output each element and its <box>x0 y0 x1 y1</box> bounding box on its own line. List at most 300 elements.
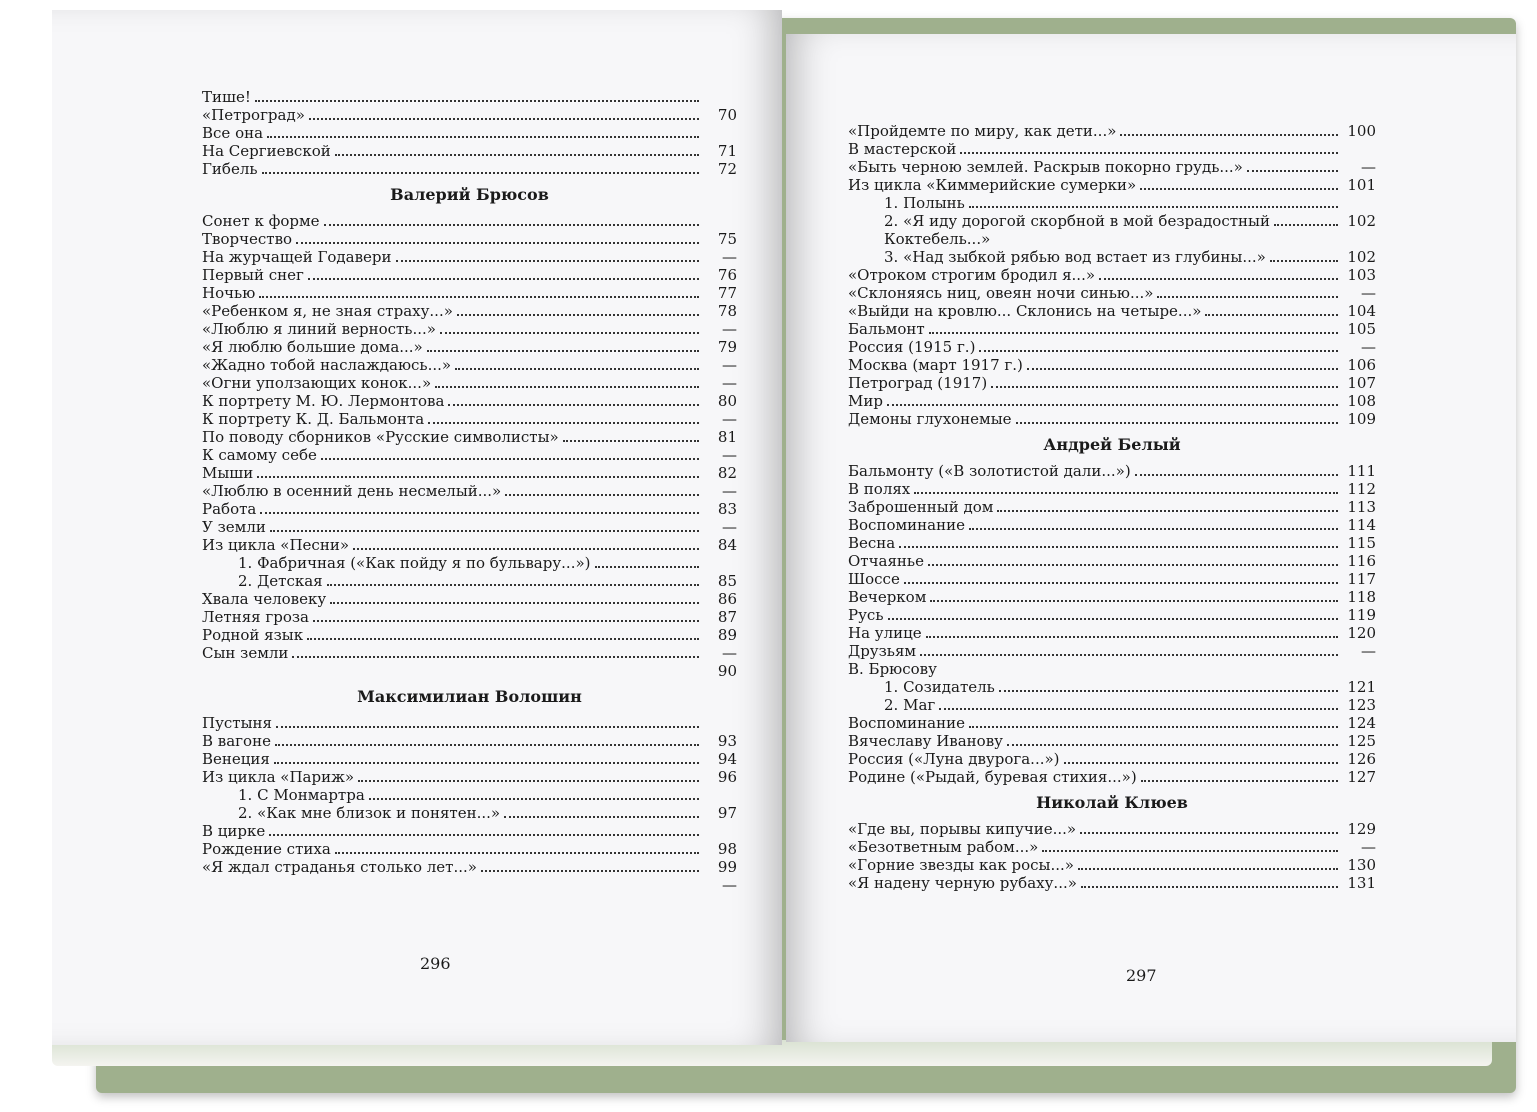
toc-entry-page: 89 <box>717 626 737 644</box>
toc-entry <box>202 536 737 554</box>
dot-leader <box>274 762 699 764</box>
toc-entry <box>202 858 737 876</box>
dot-leader <box>914 492 1338 494</box>
toc-entry <box>848 284 1376 302</box>
toc-entry-title: К портрету К. Д. Бальмонта <box>202 410 425 428</box>
toc-entry <box>202 714 737 732</box>
toc-entry-title: Венеция <box>202 750 270 768</box>
toc-entry <box>848 642 1376 660</box>
dot-leader <box>920 654 1338 656</box>
toc-entry <box>202 428 737 446</box>
dot-leader <box>1007 744 1338 746</box>
toc-entry-title: На журчащей Годавери <box>202 248 392 266</box>
toc-entry <box>202 750 737 768</box>
toc-entry-title: Коктебель...» <box>884 230 991 248</box>
toc-entry-page: — <box>722 410 737 428</box>
toc-entry-title: Все она <box>202 124 264 142</box>
toc-entry-title: «Петроград» <box>202 106 305 124</box>
dot-leader <box>595 566 700 568</box>
dot-leader <box>939 708 1338 710</box>
section-author: Андрей Белый <box>1043 435 1181 454</box>
toc-entry-page: 105 <box>1347 320 1376 338</box>
dot-leader <box>887 404 1338 406</box>
toc-entry-page: 87 <box>717 608 737 626</box>
toc-entry-title: 2. Детская <box>238 572 323 590</box>
dot-leader <box>296 242 699 244</box>
toc-entry-page: 96 <box>717 768 737 786</box>
toc-entry-title: «Люблю я линий верность...» <box>202 320 436 338</box>
dot-leader <box>321 458 699 460</box>
toc-entry <box>202 88 737 106</box>
toc-entry-title: К самому себе <box>202 446 317 464</box>
toc-entry-page: 86 <box>717 590 737 608</box>
toc-entry-title: Пустыня <box>202 714 273 732</box>
toc-entry-title: У земли <box>202 518 266 536</box>
toc-entry-page: 94 <box>717 750 737 768</box>
dot-leader <box>440 332 699 334</box>
toc-entry <box>848 570 1376 588</box>
dot-leader <box>448 404 699 406</box>
dot-leader <box>1042 850 1338 852</box>
toc-entry <box>202 500 737 518</box>
toc-entry-title: Сын земли <box>202 644 289 662</box>
right-toc <box>848 122 1376 892</box>
toc-entry <box>848 874 1376 892</box>
toc-entry <box>202 446 737 464</box>
toc-entry <box>848 714 1376 732</box>
toc-entry-page: — <box>1361 642 1376 660</box>
toc-entry-page: 71 <box>717 142 737 160</box>
toc-entry-page: 127 <box>1347 768 1376 786</box>
toc-entry-title: «Я ждал страданья столько лет...» <box>202 858 477 876</box>
dot-leader <box>1120 134 1338 136</box>
dot-leader <box>262 172 699 174</box>
toc-entry-title: Родине («Рыдай, буревая стихия...») <box>848 768 1137 786</box>
toc-entry-page: — <box>722 876 737 894</box>
page-number-left: 296 <box>420 954 451 973</box>
toc-entry-page: 119 <box>1347 606 1376 624</box>
toc-entry-title: Летняя гроза <box>202 608 309 626</box>
dot-leader <box>324 224 699 226</box>
toc-entry <box>848 140 1376 158</box>
toc-entry <box>848 122 1376 140</box>
toc-entry <box>848 534 1376 552</box>
toc-entry-page: 115 <box>1347 534 1376 552</box>
toc-entry-page: — <box>1361 338 1376 356</box>
toc-entry-page: 81 <box>717 428 737 446</box>
toc-entry-title: К портрету М. Ю. Лермонтова <box>202 392 445 410</box>
toc-entry <box>848 194 1376 212</box>
toc-entry <box>848 374 1376 392</box>
dot-leader <box>969 528 1338 530</box>
toc-entry-page: — <box>722 482 737 500</box>
dot-leader <box>1027 368 1338 370</box>
section-author: Николай Клюев <box>1036 793 1188 812</box>
dot-leader <box>997 510 1338 512</box>
dot-leader <box>275 744 699 746</box>
dot-leader <box>428 422 699 424</box>
toc-entry-title: Ночью <box>202 284 256 302</box>
toc-entry-title: «Безответным рабом...» <box>848 838 1039 856</box>
dot-leader <box>257 476 699 478</box>
toc-entry-title: Отчаянье <box>848 552 924 570</box>
toc-entry-title: Россия («Луна двурога...») <box>848 750 1060 768</box>
toc-entry-page: 117 <box>1347 570 1376 588</box>
toc-entry <box>848 660 1376 678</box>
toc-entry <box>202 608 737 626</box>
toc-entry <box>202 482 737 500</box>
toc-entry-title: «Горние звезды как росы...» <box>848 856 1074 874</box>
dot-leader <box>979 350 1338 352</box>
toc-entry-title: В цирке <box>202 822 266 840</box>
toc-entry-page: 107 <box>1347 374 1376 392</box>
toc-entry-title: Гибель <box>202 160 258 178</box>
dot-leader <box>1157 296 1338 298</box>
toc-entry-title: «Люблю в осенний день несмелый...» <box>202 482 502 500</box>
toc-entry-page: — <box>722 320 737 338</box>
toc-entry <box>848 212 1376 230</box>
toc-entry-page: — <box>1361 284 1376 302</box>
section-author: Валерий Брюсов <box>390 185 549 204</box>
toc-entry-title: Воспоминание <box>848 516 965 534</box>
toc-entry-page: 100 <box>1347 122 1376 140</box>
dot-leader <box>929 332 1338 334</box>
toc-entry-page: 72 <box>717 160 737 178</box>
toc-entry <box>848 462 1376 480</box>
toc-entry-title: «Огни уползающих конок...» <box>202 374 432 392</box>
toc-entry <box>202 590 737 608</box>
toc-entry-title: Рождение стиха <box>202 840 331 858</box>
toc-entry-page: — <box>722 446 737 464</box>
dot-leader <box>1016 422 1338 424</box>
dot-leader <box>457 314 699 316</box>
toc-entry-page: 121 <box>1347 678 1376 696</box>
dot-leader <box>1140 188 1338 190</box>
toc-entry <box>202 124 737 142</box>
dot-leader <box>358 780 699 782</box>
toc-entry-page: 111 <box>1347 462 1376 480</box>
dot-leader <box>435 386 699 388</box>
toc-entry <box>848 480 1376 498</box>
toc-entry-page: 79 <box>717 338 737 356</box>
dot-leader <box>1135 474 1338 476</box>
toc-entry-title: «Склоняясь ниц, овеян ночи синью...» <box>848 284 1154 302</box>
toc-entry <box>202 768 737 786</box>
dot-leader <box>960 152 1338 154</box>
toc-entry <box>848 838 1376 856</box>
dot-leader <box>259 296 699 298</box>
toc-entry-title: «Пройдемте по миру, как дети...» <box>848 122 1117 140</box>
toc-entry <box>202 554 737 572</box>
dot-leader <box>353 548 699 550</box>
toc-entry <box>202 374 737 392</box>
dot-leader <box>991 386 1338 388</box>
toc-entry <box>202 212 737 230</box>
toc-entry-page: 130 <box>1347 856 1376 874</box>
toc-entry-page: — <box>722 248 737 266</box>
toc-entry <box>848 230 1376 248</box>
toc-entry-page: — <box>722 356 737 374</box>
toc-entry <box>848 248 1376 266</box>
dot-leader <box>335 852 699 854</box>
toc-entry-title: Первый снег <box>202 266 304 284</box>
toc-entry-title: 1. Полынь <box>884 194 965 212</box>
toc-entry-title: 2. «Я иду дорогой скорбной в мой безрадостный <box>884 212 1270 230</box>
dot-leader <box>276 726 699 728</box>
toc-entry <box>848 624 1376 642</box>
toc-entry <box>848 266 1376 284</box>
toc-entry <box>202 320 737 338</box>
toc-entry-page: 124 <box>1347 714 1376 732</box>
toc-entry-page: 77 <box>717 284 737 302</box>
dot-leader <box>455 368 699 370</box>
dot-leader <box>369 798 699 800</box>
dot-leader <box>309 118 699 120</box>
toc-entry-page: 126 <box>1347 750 1376 768</box>
toc-entry <box>202 804 737 822</box>
dot-leader <box>1078 868 1338 870</box>
toc-entry-title: В полях <box>848 480 911 498</box>
dot-leader <box>1247 170 1338 172</box>
toc-entry-title: Россия (1915 г.) <box>848 338 976 356</box>
toc-entry-title: Мыши <box>202 464 254 482</box>
toc-entry-title: Бальмонт <box>848 320 925 338</box>
toc-entry-title: «Я надену черную рубаху...» <box>848 874 1077 892</box>
toc-entry-title: Вячеславу Иванову <box>848 732 1003 750</box>
toc-entry-title: Демоны глухонемые <box>848 410 1012 428</box>
toc-entry <box>202 626 737 644</box>
dot-leader <box>1081 886 1338 888</box>
dot-leader <box>396 260 699 262</box>
toc-entry-title: 1. Созидатель <box>884 678 995 696</box>
dot-leader <box>481 870 699 872</box>
toc-entry <box>848 338 1376 356</box>
dot-leader <box>292 656 699 658</box>
dot-leader <box>1080 832 1338 834</box>
toc-entry <box>202 732 737 750</box>
dot-leader <box>888 618 1339 620</box>
toc-entry-title: Русь <box>848 606 884 624</box>
toc-entry <box>202 266 737 284</box>
toc-entry-page: 113 <box>1347 498 1376 516</box>
dot-leader <box>327 584 699 586</box>
toc-entry <box>848 158 1376 176</box>
dot-leader <box>1270 260 1338 262</box>
toc-entry-title: По поводу сборников «Русские символисты» <box>202 428 559 446</box>
toc-entry-page: 84 <box>717 536 737 554</box>
toc-entry-title: На Сергиевской <box>202 142 331 160</box>
dot-leader <box>335 154 699 156</box>
toc-entry <box>202 786 737 804</box>
toc-entry-page: — <box>722 374 737 392</box>
dot-leader <box>969 726 1338 728</box>
toc-entry-page: 75 <box>717 230 737 248</box>
left-toc <box>202 88 737 894</box>
toc-entry-page: 85 <box>717 572 737 590</box>
dot-leader <box>255 100 699 102</box>
toc-entry <box>848 498 1376 516</box>
toc-entry <box>202 302 737 320</box>
toc-entry <box>202 230 737 248</box>
dot-leader <box>563 440 699 442</box>
toc-entry <box>202 410 737 428</box>
toc-entry <box>202 142 737 160</box>
toc-entry-title: 1. Фабричная («Как пойду я по бульвару...») <box>238 554 591 572</box>
dot-leader <box>904 582 1338 584</box>
right-page <box>786 34 1516 1042</box>
dot-leader <box>928 564 1338 566</box>
toc-entry-title: Заброшенный дом <box>848 498 994 516</box>
toc-entry-title: Тише! <box>202 88 251 106</box>
dot-leader <box>1064 762 1338 764</box>
toc-entry-page: 116 <box>1347 552 1376 570</box>
toc-entry <box>848 176 1376 194</box>
toc-entry-page: 97 <box>717 804 737 822</box>
dot-leader <box>1099 278 1338 280</box>
dot-leader <box>969 206 1338 208</box>
toc-entry-title: 2. Маг <box>884 696 936 714</box>
toc-entry-title: Из цикла «Париж» <box>202 768 355 786</box>
toc-entry-page: 90 <box>717 662 737 680</box>
toc-entry-title: Хвала человеку <box>202 590 327 608</box>
toc-entry-title: 1. С Монмартра <box>238 786 365 804</box>
toc-entry <box>848 732 1376 750</box>
toc-entry-title: Сонет к форме <box>202 212 320 230</box>
dot-leader <box>313 620 699 622</box>
toc-entry-page: 102 <box>1347 248 1376 266</box>
dot-leader <box>505 494 699 496</box>
dot-leader <box>1141 780 1338 782</box>
toc-entry-title: «Отроком строгим бродил я...» <box>848 266 1096 284</box>
toc-entry-page: 125 <box>1347 732 1376 750</box>
toc-entry-page: — <box>1361 158 1376 176</box>
toc-entry <box>202 106 737 124</box>
toc-entry <box>202 662 737 680</box>
toc-entry-title: Мир <box>848 392 883 410</box>
toc-entry-title: 2. «Как мне близок и понятен...» <box>238 804 501 822</box>
toc-entry <box>202 160 737 178</box>
toc-entry-title: «Ребенком я, не зная страху...» <box>202 302 453 320</box>
toc-entry-page: 83 <box>717 500 737 518</box>
toc-entry <box>202 392 737 410</box>
toc-entry-page: 114 <box>1347 516 1376 534</box>
toc-entry-page: — <box>722 644 737 662</box>
toc-entry-page: — <box>722 518 737 536</box>
dot-leader <box>427 350 699 352</box>
toc-entry <box>848 392 1376 410</box>
toc-entry-page: 101 <box>1347 176 1376 194</box>
toc-entry-title: Друзьям <box>848 642 917 660</box>
dot-leader <box>260 512 699 514</box>
toc-entry <box>202 518 737 536</box>
toc-entry <box>848 750 1376 768</box>
toc-entry <box>848 516 1376 534</box>
toc-entry-title: Из цикла «Песни» <box>202 536 349 554</box>
toc-entry <box>202 338 737 356</box>
toc-entry-title: Родной язык <box>202 626 304 644</box>
toc-entry <box>202 822 737 840</box>
toc-entry <box>848 588 1376 606</box>
toc-entry-title: «Я люблю большие дома...» <box>202 338 423 356</box>
toc-entry-page: 104 <box>1347 302 1376 320</box>
toc-entry-page: 78 <box>717 302 737 320</box>
toc-entry-page: 120 <box>1347 624 1376 642</box>
dot-leader <box>307 638 699 640</box>
toc-entry-page: 76 <box>717 266 737 284</box>
toc-entry-title: На улице <box>848 624 922 642</box>
toc-entry <box>848 696 1376 714</box>
dot-leader <box>899 546 1338 548</box>
toc-entry-page: 102 <box>1347 212 1376 230</box>
toc-entry-page: 103 <box>1347 266 1376 284</box>
toc-entry-page: 70 <box>717 106 737 124</box>
toc-entry-page: 106 <box>1347 356 1376 374</box>
page-number-right: 297 <box>1126 966 1157 985</box>
toc-entry-title: Петроград (1917) <box>848 374 988 392</box>
toc-entry-page: 80 <box>717 392 737 410</box>
toc-entry-title: Вечерком <box>848 588 927 606</box>
dot-leader <box>1205 314 1338 316</box>
toc-entry <box>202 356 737 374</box>
toc-entry <box>202 248 737 266</box>
toc-entry-page: 118 <box>1347 588 1376 606</box>
left-page <box>52 10 782 1045</box>
dot-leader <box>999 690 1338 692</box>
toc-entry <box>848 820 1376 838</box>
toc-entry-title: Москва (март 1917 г.) <box>848 356 1023 374</box>
toc-entry <box>202 464 737 482</box>
toc-entry <box>202 284 737 302</box>
toc-entry-title: Шоссе <box>848 570 900 588</box>
toc-entry-title: «Выйди на кровлю... Склонись на четыре...» <box>848 302 1202 320</box>
toc-entry <box>848 856 1376 874</box>
toc-entry-title: Из цикла «Киммерийские сумерки» <box>848 176 1137 194</box>
dot-leader <box>270 530 699 532</box>
toc-entry <box>848 606 1376 624</box>
toc-entry-title: В. Брюсову <box>848 660 937 678</box>
dot-leader <box>269 834 699 836</box>
toc-entry <box>848 356 1376 374</box>
dot-leader <box>1274 224 1338 226</box>
toc-entry <box>848 410 1376 428</box>
toc-entry-title: Творчество <box>202 230 293 248</box>
toc-entry-page: 123 <box>1347 696 1376 714</box>
toc-entry-page: 108 <box>1347 392 1376 410</box>
toc-entry <box>848 768 1376 786</box>
dot-leader <box>926 636 1338 638</box>
toc-entry-title: Воспоминание <box>848 714 965 732</box>
toc-entry-page: 131 <box>1347 874 1376 892</box>
toc-entry-title: В мастерской <box>848 140 957 158</box>
toc-entry-title: Работа <box>202 500 257 518</box>
section-author: Максимилиан Волошин <box>357 687 582 706</box>
toc-entry-page: — <box>1361 838 1376 856</box>
toc-entry <box>848 678 1376 696</box>
dot-leader <box>267 136 699 138</box>
dot-leader <box>308 278 699 280</box>
toc-entry <box>202 840 737 858</box>
toc-entry-page: 98 <box>717 840 737 858</box>
toc-entry-page: 82 <box>717 464 737 482</box>
toc-entry-page: 99 <box>717 858 737 876</box>
toc-entry-title: «Где вы, порывы кипучие...» <box>848 820 1077 838</box>
toc-entry-page: 93 <box>717 732 737 750</box>
dot-leader <box>330 602 699 604</box>
toc-entry-page: 109 <box>1347 410 1376 428</box>
toc-entry-title: Весна <box>848 534 896 552</box>
toc-entry-page: 129 <box>1347 820 1376 838</box>
toc-entry-title: «Быть черною землей. Раскрыв покорно грудь...» <box>848 158 1243 176</box>
